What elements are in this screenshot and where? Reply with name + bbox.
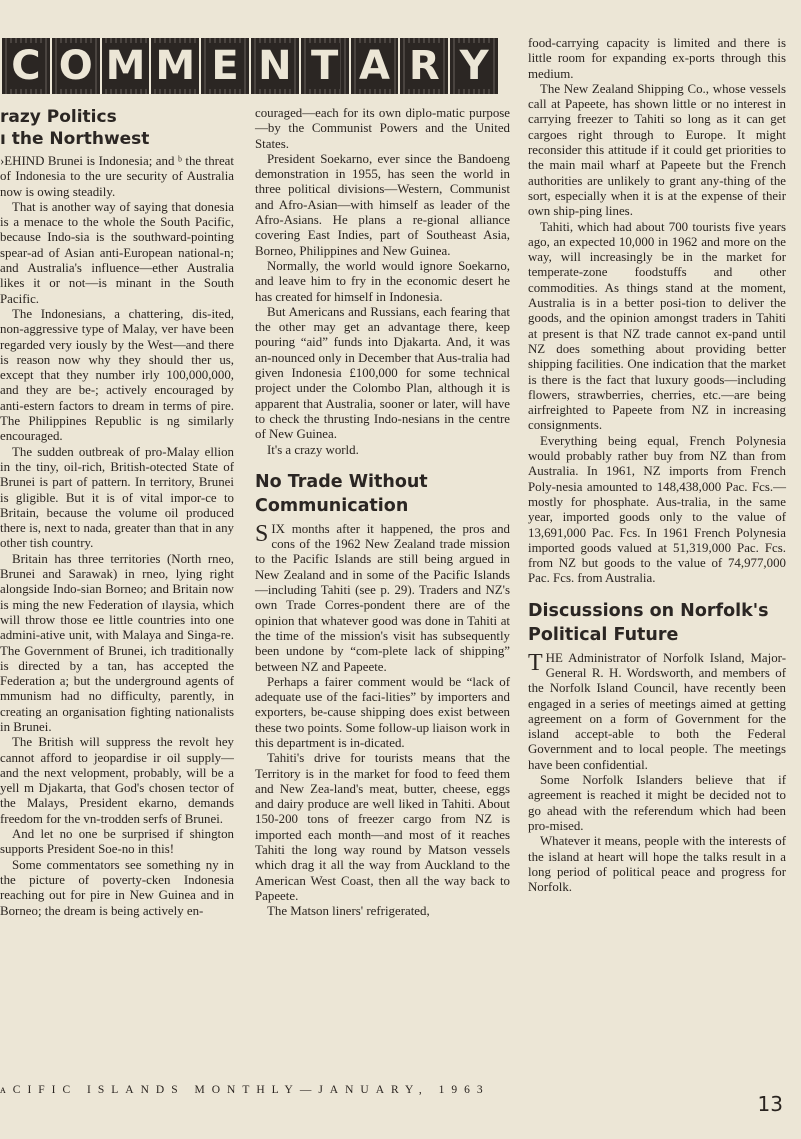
paragraph: It's a crazy world. — [267, 442, 359, 457]
heading-line-1: razy Politics — [0, 107, 117, 127]
article-heading-no-trade: No Trade Without Communication — [255, 471, 428, 516]
paragraph: Tahiti's drive for tourists means that the Territory is in the market for food to feed them and New Zea-land's meat, butter, cheese, eggs and dairy produce are well liked in Tahiti. About 150-200 tons of freezer cargo from NZ is imported each month—and most of it reaches Tahiti the long way round by Matson vessels which drag it all the way from Auckland to the American West Coast, then all the way back to Papeete. — [255, 751, 510, 903]
masthead-letter-glyph: T — [311, 43, 339, 89]
paragraph: Britain has three territories (North rneo, Brunei and Sarawak) in rneo, lying right alongside Indo-sian Borneo; and Britain now is ming the new Federation of ılaysia, which will throw those ee little countries into one admini-ative unit, with Malaya and Singa-re. The Government of Brunei, ich traditionally is directed by a tan, has accepted the Federation a; but the underground agents of mmunism had no difficulty, parently, in creating an organisation fighting nationalists in Brunei. — [0, 551, 234, 734]
paragraph: The sudden outbreak of pro-Malay ellion in the tiny, oil-rich, British-otected State of Brunei is part of pattern. In territory, Brunei is gligible. But it is of vital impor-ce to Britain, because the volume oil produced there is, next to nada, greater than that in any other tish country. — [0, 444, 234, 551]
paragraph: But Americans and Russians, each fearing that the other may get an advantage there, keep pouring “aid” funds into Djakarta. And, it was an-nounced only in December that Aus-tralia had given Indonesia £100,000 for some technical project under the Colombo Plan, although it is apparent that Australia, sooner or later, will have to check the thrusting Indo-nesians in the centre of New Guinea. — [255, 304, 510, 442]
paragraph: The Matson liners' refrigerated, — [267, 904, 430, 919]
article-heading-crazy-politics — [0, 106, 234, 150]
masthead-letter-glyph: N — [258, 43, 292, 89]
paragraph: Everything being equal, French Polynesia would probably rather buy from NZ than from Australia. In 1961, NZ imports from French Poly-nesia amounted to 148,438,000 Pac. Fcs.—mostly for phosphate. Aus-tralia, in the same year, imported goods only to the value of 13,691,000 Pac. Fcs. In 1961 French Polynesia imported goods valued at 51,319,000 Pac. Fcs. from NZ but goods to the value of 74,977,000 Pac. Fcs. from Australia. — [528, 433, 786, 586]
masthead-letter-glyph: A — [358, 43, 390, 89]
column-3 — [528, 36, 786, 895]
masthead-letter-glyph: M — [105, 43, 146, 89]
paragraph: President Soekarno, ever since the Bandoeng demonstration in 1955, has seen the world in three political divisions—Western, Communist and Afro-Asian—with himself as leader of the Afro-Asians. He plans a re-gional alliance covering East Indies, part of Southeast Asia, Borneo, Philippines and New Guinea. — [255, 151, 510, 258]
article-heading-norfolk: Discussions on Norfolk's Political Future — [528, 600, 769, 645]
masthead-letters — [0, 38, 498, 94]
paragraph-text: IX months after it happened, the pros and cons of the 1962 New Zealand trade mission to the Pacific Islands are still being argued in New Zealand and in some of the Pacific Islands—including Tahiti (see p. 29). Traders and NZ's own Trade Corres-pondent there are of the opinion that whatever good was done in Tahiti at the time of the mission's visit has subsequently been undone by “com-plete lack of shipping” between NZ and Papeete. — [255, 521, 510, 674]
masthead-letter-glyph: O — [58, 43, 93, 89]
drop-cap: S — [255, 520, 269, 547]
masthead-letter-glyph: C — [11, 43, 41, 89]
masthead-letter — [149, 38, 199, 94]
running-footer: ᴀCIFIC ISLANDS MONTHLY—JANUARY, 1963 — [0, 1084, 490, 1096]
masthead-letter-glyph: M — [155, 43, 196, 89]
paragraph: Whatever it means, people with the interests of the island at heart will hope the talks result in a long period of political peace and progress for Norfolk. — [528, 834, 786, 895]
paragraph: The Indonesians, a chattering, dis-ited, non-aggressive type of Malay, ver have been regarded very iously by the West—and there is reason now why they should ther us, except that they number irly 100,000,000, and they are be-; actively encouraged by anti-estern factors to dream in terms of pire. The Philippines Republic is ng similarly encouraged. — [0, 306, 234, 444]
paragraph: couraged—each for its own diplo-matic purpose—by the Communist Powers and the United States. — [255, 106, 510, 151]
masthead-letter — [349, 38, 399, 94]
masthead-letter-glyph: R — [408, 43, 440, 89]
paragraph: food-carrying capacity is limited and there is little room for expanding ex-ports through this medium. — [528, 36, 786, 81]
paragraph: Some commentators see something ny in the picture of poverty-cken Indonesia reaching out for pire in New Guinea and in Borneo; the dream is being actively en- — [0, 857, 234, 918]
drop-cap: T — [528, 649, 543, 676]
paragraph: And let no one be surprised if shington supports President Soe-no in this! — [0, 827, 234, 857]
paragraph: The New Zealand Shipping Co., whose vessels call at Papeete, has shown little or no interest in carrying freezer to Tahiti so long as it can get cargoes right through to Europe. It might reconsider this attitude if it could get priorities to the main mail wharf at Papeete but the French authorities are unlikely to grant any-thing of the sort, especially when it is at the expense of their own ship-ping lines. — [528, 81, 786, 219]
paragraph-with-dropcap — [255, 522, 510, 675]
heading-line-2: ı the Northwest — [0, 129, 150, 149]
paragraph-text: HE Administrator of Norfolk Island, Major-General R. H. Wordsworth, and members of the Norfolk Island Council, have recently been engaged in a series of meetings aimed at getting agreement on a form of Government for the island accept-able to both the Federal Government and to local people. The meetings have been confidential. — [528, 650, 786, 772]
masthead-letter — [50, 38, 100, 94]
masthead-letter — [448, 38, 498, 94]
masthead-letter — [299, 38, 349, 94]
column-2 — [255, 106, 510, 920]
paragraph: Normally, the world would ignore Soekarno, and leave him to fry in the economic desert he has created for himself in Indonesia. — [255, 258, 510, 304]
masthead-letter — [398, 38, 448, 94]
masthead-letter — [249, 38, 299, 94]
paragraph-with-dropcap — [528, 651, 786, 773]
paragraph: Perhaps a fairer comment would be “lack of adequate use of the faci-lities” by importers and exporters, be-cause shipping does exist between these two points. Some follow-up liaison work in this department is in-dicated. — [255, 674, 510, 750]
masthead-letter — [199, 38, 249, 94]
column-1 — [0, 106, 234, 919]
paragraph: That is another way of saying that donesia is a menace to the whole the South Pacific, because Indo-sia is the southward-pointing spear-ad of Asian anti-European national-n; and Australia's influence—ether Australia likes it or not—is minant in the South Pacific. — [0, 199, 234, 306]
paragraph: The British will suppress the revolt hey cannot afford to jeopardise ir oil supply—and the next velopment, probably, will be a yell m Djakarta, that God's chosen tector of the Malays, President ekarno, demands freedom for the vn-trodden serfs of Brunei. — [0, 735, 234, 826]
masthead-letter-glyph: E — [211, 43, 239, 89]
masthead-letter — [0, 38, 50, 94]
commentary-masthead — [0, 38, 498, 94]
page-number: 13 — [757, 1092, 783, 1116]
paragraph: Tahiti, which had about 700 tourists five years ago, an expected 10,000 in 1962 and more on the way, will increasingly be in the market for temperate-zone foodstuffs and other commodities. As things stand at the moment, Australia is in a better posi-tion to deliver the goods, and the opinion amongst traders in Tahiti at present is that NZ trade cannot ex-pand until NZ does something about providing better shipping facilities. One indication that the market is there is the fact that luxury goods—including flowers, strawberries, cherries, etc.—are being airfreighted to Papeete from NZ in increasing consignments. — [528, 219, 786, 433]
paragraph: Some Norfolk Islanders believe that if agreement is reached it might be decided not to go ahead with the referendum which had been pro-mised. — [528, 773, 786, 833]
paragraph: ›EHIND Brunei is Indonesia; and ᵇ the threat of Indonesia to the ure security of Australia now is owing steadily. — [0, 154, 234, 199]
masthead-letter-glyph: Y — [459, 43, 489, 89]
masthead-letter — [100, 38, 150, 94]
